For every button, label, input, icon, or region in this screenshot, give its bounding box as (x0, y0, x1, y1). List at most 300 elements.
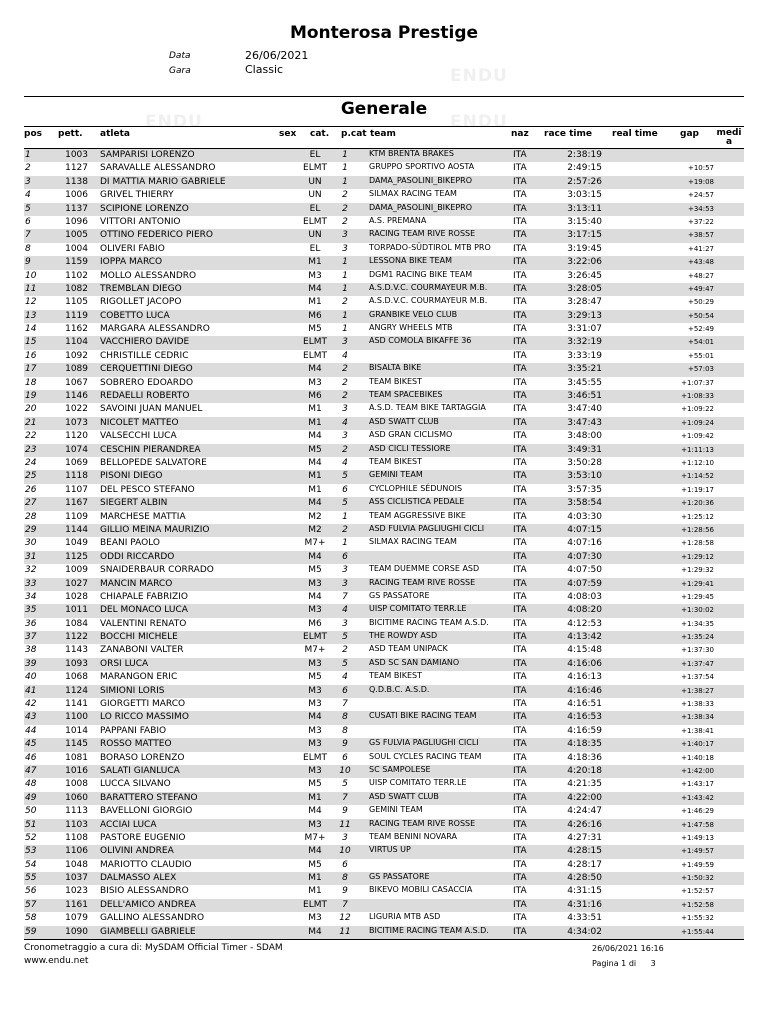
row-team: CUSATI BIKE RACING TEAM (369, 711, 477, 721)
row-category-position: 4 (342, 457, 348, 468)
row-pos: 59 (25, 926, 37, 937)
row-pos: 43 (25, 712, 37, 723)
row-pos: 44 (25, 725, 37, 736)
row-pos: 45 (25, 739, 37, 750)
row-category-position: 4 (342, 605, 348, 616)
row-athlete: VALENTINI RENATO (100, 618, 187, 629)
row-category-position: 4 (342, 350, 348, 361)
row-race-time: 3:47:43 (567, 417, 602, 428)
row-pos: 11 (25, 283, 37, 294)
row-nation: ITA (513, 739, 527, 750)
row-athlete: DI MATTIA MARIO GABRIELE (100, 176, 226, 187)
table-row (24, 216, 744, 229)
row-race-time: 3:31:07 (567, 324, 602, 335)
row-athlete: DALMASSO ALEX (100, 873, 177, 884)
col-media: medi a (716, 128, 742, 147)
row-nation: ITA (513, 792, 527, 803)
row-category: M3 (308, 377, 322, 388)
table-row (24, 832, 744, 845)
table-row (24, 658, 744, 671)
row-gap: +50:29 (687, 298, 714, 307)
row-pett: 1120 (65, 431, 88, 442)
row-athlete: SIEGERT ALBIN (100, 498, 168, 509)
col-atleta: atleta (100, 129, 130, 139)
row-pett: 1122 (65, 632, 88, 643)
row-race-time: 4:24:47 (567, 806, 602, 817)
row-category-position: 2 (342, 391, 348, 402)
row-pos: 54 (25, 859, 37, 870)
row-pos: 39 (25, 658, 37, 669)
row-pos: 41 (25, 685, 37, 696)
row-pett: 1093 (65, 658, 88, 669)
row-athlete: SOBRERO EDOARDO (100, 377, 194, 388)
row-category: M1 (308, 404, 322, 415)
row-nation: ITA (513, 230, 527, 241)
row-category-position: 7 (342, 899, 348, 910)
row-category-position: 9 (342, 806, 348, 817)
row-category: M4 (308, 712, 322, 723)
row-category: M1 (308, 792, 322, 803)
row-gap: +1:55:44 (681, 927, 714, 936)
website-link[interactable]: www.endu.net (24, 956, 89, 966)
row-category: ELMT (303, 752, 327, 763)
row-category: M5 (308, 779, 322, 790)
row-gap: +1:46:29 (681, 807, 714, 816)
row-nation: ITA (513, 565, 527, 576)
row-athlete: VACCHIERO DAVIDE (100, 337, 190, 348)
row-gap: +49:47 (687, 284, 714, 293)
row-race-time: 3:35:21 (567, 364, 602, 375)
row-category: M1 (308, 886, 322, 897)
row-nation: ITA (513, 779, 527, 790)
row-category-position: 2 (342, 364, 348, 375)
row-race-time: 2:38:19 (567, 150, 602, 160)
row-race-time: 3:50:28 (567, 457, 602, 468)
table-row (24, 591, 744, 604)
row-category: M5 (308, 565, 322, 576)
row-gap: +1:28:58 (681, 539, 714, 548)
row-athlete: BAVELLONI GIORGIO (100, 806, 193, 817)
row-gap: +50:54 (687, 311, 714, 320)
row-category: ELMT (303, 899, 327, 910)
table-row (24, 484, 744, 497)
row-pos: 21 (25, 417, 37, 428)
row-pos: 6 (25, 216, 31, 227)
table-row (24, 149, 744, 162)
row-pos: 57 (25, 899, 37, 910)
row-athlete: PAPPANI FABIO (100, 725, 167, 736)
row-category-position: 3 (342, 404, 348, 415)
row-category: M4 (308, 591, 322, 602)
table-row (24, 578, 744, 591)
row-pett: 1084 (65, 618, 88, 629)
row-nation: ITA (513, 672, 527, 683)
row-pett: 1090 (65, 926, 88, 937)
table-row (24, 403, 744, 416)
row-gap: +10:57 (687, 164, 714, 173)
row-category-position: 2 (342, 203, 348, 214)
row-nation: ITA (513, 846, 527, 857)
row-nation: ITA (513, 578, 527, 589)
row-pett: 1037 (65, 873, 88, 884)
row-pett: 1028 (65, 591, 88, 602)
row-pos: 53 (25, 846, 37, 857)
row-race-time: 4:26:16 (567, 819, 602, 830)
row-pos: 48 (25, 779, 37, 790)
row-gap: +1:37:47 (681, 659, 714, 668)
row-pos: 4 (25, 190, 31, 201)
row-category: M3 (308, 819, 322, 830)
row-nation: ITA (513, 886, 527, 897)
row-pos: 55 (25, 873, 37, 884)
row-athlete: OLIVERI FABIO (100, 243, 165, 254)
row-race-time: 4:07:30 (567, 551, 602, 562)
row-gap: +1:38:27 (681, 686, 714, 695)
row-race-time: 4:07:15 (567, 524, 602, 535)
row-pett: 1118 (65, 471, 88, 482)
row-race-time: 3:19:45 (567, 243, 602, 254)
divider (24, 939, 744, 940)
table-row (24, 778, 744, 791)
row-athlete: CERQUETTINI DIEGO (100, 364, 193, 375)
row-category-position: 1 (342, 310, 348, 321)
row-pett: 1074 (65, 444, 88, 455)
row-race-time: 4:07:50 (567, 565, 602, 576)
row-nation: ITA (513, 190, 527, 201)
row-gap: +1:40:17 (681, 740, 714, 749)
row-pos: 38 (25, 645, 37, 656)
row-team: A.S.D. TEAM BIKE TARTAGGIA (369, 403, 486, 413)
row-race-time: 3:03:15 (567, 190, 602, 201)
row-pos: 3 (25, 176, 31, 187)
row-category: M4 (308, 457, 322, 468)
row-category: M3 (308, 913, 322, 924)
row-nation: ITA (513, 605, 527, 616)
row-category-position: 3 (342, 337, 348, 348)
row-pos: 7 (25, 230, 31, 241)
row-category-position: 2 (342, 377, 348, 388)
row-athlete: GIORGETTI MARCO (100, 699, 186, 710)
row-gap: +1:35:24 (681, 633, 714, 642)
row-pett: 1082 (65, 283, 88, 294)
row-category-position: 6 (342, 484, 348, 495)
row-category: M7+ (304, 832, 326, 843)
row-athlete: SIMIONI LORIS (100, 685, 165, 696)
table-row (24, 631, 744, 644)
row-pos: 9 (25, 257, 31, 268)
row-race-time: 4:31:15 (567, 886, 602, 897)
row-race-time: 4:16:59 (567, 725, 602, 736)
row-category: ELMT (303, 350, 327, 361)
row-gap: +1:52:58 (681, 900, 714, 909)
row-nation: ITA (513, 685, 527, 696)
row-pett: 1023 (65, 886, 88, 897)
row-race-time: 4:28:15 (567, 846, 602, 857)
date-label: Data (169, 51, 191, 61)
row-athlete: REDAELLI ROBERTO (100, 391, 190, 402)
row-category: UN (308, 176, 322, 187)
row-pos: 12 (25, 297, 37, 308)
row-athlete: SARAVALLE ALESSANDRO (100, 163, 216, 174)
row-nation: ITA (513, 163, 527, 174)
row-gap: +1:42:00 (681, 766, 714, 775)
row-category: M3 (308, 699, 322, 710)
row-team: ASD SWATT CLUB (369, 416, 439, 426)
row-team: BICITIME RACING TEAM A.S.D. (369, 617, 489, 627)
row-nation: ITA (513, 859, 527, 870)
row-gap: +1:20:36 (681, 499, 714, 508)
row-athlete: MANCIN MARCO (100, 578, 173, 589)
table-row (24, 644, 744, 657)
table-row (24, 283, 744, 296)
row-pett: 1027 (65, 578, 88, 589)
row-race-time: 4:08:20 (567, 605, 602, 616)
row-gap: +1:09:24 (681, 418, 714, 427)
row-category: M7+ (304, 645, 326, 656)
row-gap: +1:38:34 (681, 713, 714, 722)
row-nation: ITA (513, 150, 527, 160)
row-gap: +1:09:42 (681, 432, 714, 441)
row-gap: +1:49:13 (681, 833, 714, 842)
row-nation: ITA (513, 498, 527, 509)
row-pos: 27 (25, 498, 37, 509)
row-race-time: 3:29:13 (567, 310, 602, 321)
row-nation: ITA (513, 699, 527, 710)
row-athlete: GIAMBELLI GABRIELE (100, 926, 196, 937)
row-pos: 49 (25, 792, 37, 803)
table-row (24, 310, 744, 323)
row-category-position: 4 (342, 672, 348, 683)
table-row (24, 390, 744, 403)
row-nation: ITA (513, 591, 527, 602)
row-category-position: 6 (342, 685, 348, 696)
row-category-position: 3 (342, 431, 348, 442)
row-category: ELMT (303, 337, 327, 348)
row-category: UN (308, 230, 322, 241)
row-athlete: BELLOPEDE SALVATORE (100, 457, 207, 468)
row-race-time: 4:16:51 (567, 699, 602, 710)
row-category-position: 7 (342, 792, 348, 803)
row-gap: +1:25:12 (681, 512, 714, 521)
row-race-time: 3:48:00 (567, 431, 602, 442)
table-row (24, 524, 744, 537)
row-team: VIRTUS UP (369, 845, 411, 855)
row-athlete: CHIAPALE FABRIZIO (100, 591, 188, 602)
table-row (24, 256, 744, 269)
row-category: M1 (308, 297, 322, 308)
row-pos: 42 (25, 699, 37, 710)
row-race-time: 4:33:51 (567, 913, 602, 924)
row-athlete: VALSECCHI LUCA (100, 431, 177, 442)
table-row (24, 899, 744, 912)
col-pett: pett. (58, 129, 83, 139)
row-nation: ITA (513, 431, 527, 442)
row-athlete: MARANGON ERIC (100, 672, 178, 683)
row-nation: ITA (513, 257, 527, 268)
row-pos: 37 (25, 632, 37, 643)
row-athlete: SALATI GIANLUCA (100, 765, 180, 776)
row-gap: +1:28:56 (681, 525, 714, 534)
row-pos: 23 (25, 444, 37, 455)
row-category-position: 8 (342, 712, 348, 723)
row-race-time: 4:15:48 (567, 645, 602, 656)
row-athlete: BORASO LORENZO (100, 752, 185, 763)
row-gap: +54:01 (687, 338, 714, 347)
row-nation: ITA (513, 645, 527, 656)
row-pett: 1068 (65, 672, 88, 683)
row-team: RACING TEAM RIVE ROSSE (369, 229, 476, 239)
row-athlete: MARCHESE MATTIA (100, 511, 186, 522)
row-race-time: 3:47:40 (567, 404, 602, 415)
row-pett: 1141 (65, 699, 88, 710)
row-category-position: 3 (342, 618, 348, 629)
row-category-position: 3 (342, 243, 348, 254)
row-category: M3 (308, 725, 322, 736)
row-gap: +1:49:57 (681, 847, 714, 856)
row-pos: 16 (25, 350, 37, 361)
row-pett: 1048 (65, 859, 88, 870)
row-pos: 30 (25, 538, 37, 549)
col-pcat: p.cat (341, 129, 367, 139)
row-category: M7+ (304, 538, 326, 549)
row-team: TEAM AGGRESSIVE BIKE (369, 510, 466, 520)
row-nation: ITA (513, 899, 527, 910)
row-pos: 20 (25, 404, 37, 415)
row-team: ASD CICLI TESSIORE (369, 443, 451, 453)
table-row (24, 323, 744, 336)
table-row (24, 162, 744, 175)
row-category-position: 2 (342, 216, 348, 227)
row-race-time: 3:15:40 (567, 216, 602, 227)
table-row (24, 551, 744, 564)
row-team: SILMAX RACING TEAM (369, 189, 457, 199)
watermark: ENDU (450, 66, 508, 86)
table-row (24, 685, 744, 698)
row-athlete: GRIVEL THIERRY (100, 190, 174, 201)
row-gap: +1:34:35 (681, 619, 714, 628)
table-row (24, 912, 744, 925)
row-gap: +1:43:17 (681, 780, 714, 789)
row-category: M3 (308, 270, 322, 281)
row-team: BIKEVO MOBILI CASACCIA (369, 885, 473, 895)
row-race-time: 4:28:50 (567, 873, 602, 884)
row-pett: 1125 (65, 551, 88, 562)
row-gap: +43:48 (687, 258, 714, 267)
row-gap: +24:57 (687, 191, 714, 200)
row-category: M1 (308, 417, 322, 428)
table-row (24, 296, 744, 309)
row-nation: ITA (513, 618, 527, 629)
row-category-position: 5 (342, 498, 348, 509)
row-category: M4 (308, 498, 322, 509)
row-pos: 15 (25, 337, 37, 348)
row-pett: 1127 (65, 163, 88, 174)
row-athlete: BEANI PAOLO (100, 538, 160, 549)
row-category-position: 1 (342, 270, 348, 281)
row-category-position: 2 (342, 524, 348, 535)
row-gap: +1:40:18 (681, 753, 714, 762)
row-pos: 2 (25, 163, 31, 174)
table-row (24, 765, 744, 778)
row-pos: 51 (25, 819, 37, 830)
row-race-time: 4:13:42 (567, 632, 602, 643)
table-row (24, 497, 744, 510)
row-athlete: GALLINO ALESSANDRO (100, 913, 205, 924)
row-nation: ITA (513, 337, 527, 348)
row-race-time: 4:07:16 (567, 538, 602, 549)
row-category-position: 2 (342, 444, 348, 455)
row-category-position: 5 (342, 658, 348, 669)
row-team: TORPADO-SÜDTIROL MTB PRO (369, 242, 491, 252)
table-row (24, 430, 744, 443)
row-nation: ITA (513, 471, 527, 482)
row-nation: ITA (513, 270, 527, 281)
row-team: ASD COMOLA BIKAFFE 36 (369, 336, 472, 346)
row-nation: ITA (513, 283, 527, 294)
row-athlete: BISIO ALESSANDRO (100, 886, 189, 897)
row-pett: 1011 (65, 605, 88, 616)
row-category-position: 3 (342, 832, 348, 843)
row-nation: ITA (513, 913, 527, 924)
row-category: M1 (308, 873, 322, 884)
row-category-position: 1 (342, 511, 348, 522)
row-category: M3 (308, 685, 322, 696)
row-team: ASD SC SAN DAMIANO (369, 657, 460, 667)
row-gap: +1:38:33 (681, 700, 714, 709)
row-category: M6 (308, 391, 322, 402)
table-row (24, 243, 744, 256)
row-team: BISALTA BIKE (369, 363, 422, 373)
row-pos: 40 (25, 672, 37, 683)
table-row (24, 511, 744, 524)
row-race-time: 4:22:00 (567, 792, 602, 803)
row-category: M6 (308, 310, 322, 321)
row-category-position: 8 (342, 873, 348, 884)
row-athlete: CESCHIN PIERANDREA (100, 444, 201, 455)
row-pett: 1113 (65, 806, 88, 817)
row-team: THE ROWDY ASD (369, 631, 438, 641)
row-gap: +1:50:32 (681, 874, 714, 883)
row-pett: 1109 (65, 511, 88, 522)
row-pett: 1009 (65, 565, 88, 576)
row-category-position: 10 (339, 765, 351, 776)
row-category: M5 (308, 672, 322, 683)
row-race-time: 4:12:53 (567, 618, 602, 629)
col-cat: cat. (310, 129, 330, 139)
row-category-position: 6 (342, 859, 348, 870)
row-gap: +52:49 (687, 325, 714, 334)
row-race-time: 4:16:46 (567, 685, 602, 696)
table-row (24, 872, 744, 885)
row-pett: 1060 (65, 792, 88, 803)
row-athlete: MOLLO ALESSANDRO (100, 270, 197, 281)
row-athlete: PASTORE EUGENIO (100, 832, 186, 843)
row-nation: ITA (513, 819, 527, 830)
row-gap: +1:07:37 (681, 378, 714, 387)
row-category: M4 (308, 926, 322, 937)
row-pos: 35 (25, 605, 37, 616)
row-nation: ITA (513, 832, 527, 843)
row-team: DAMA_PASOLINI_BIKEPRO (369, 175, 473, 185)
row-race-time: 3:26:45 (567, 270, 602, 281)
results-table (24, 149, 744, 939)
row-category-position: 7 (342, 591, 348, 602)
row-pett: 1008 (65, 779, 88, 790)
table-row (24, 564, 744, 577)
row-nation: ITA (513, 806, 527, 817)
table-row (24, 336, 744, 349)
table-row (24, 885, 744, 898)
